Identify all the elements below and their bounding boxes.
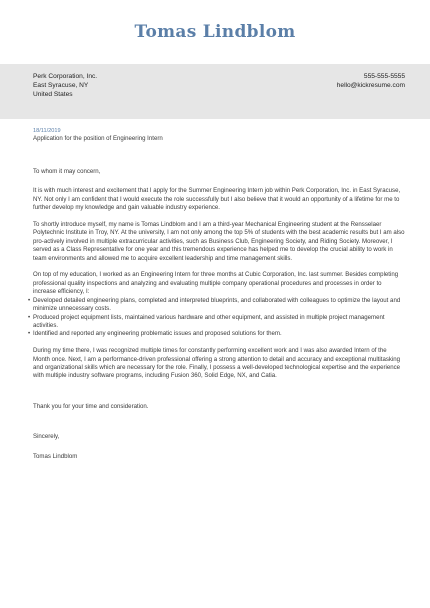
signature-name: Tomas Lindblom: [33, 452, 78, 460]
signoff: Sincerely,: [33, 433, 60, 441]
letter-body: [28, 127, 405, 461]
list-item: • Developed detailed engineering plans, completed and interpreted blueprints, and collaborated with colleagues to optimize the layout and minimize unnecessary costs.: [28, 296, 401, 313]
company-country: United States: [33, 91, 73, 98]
company-city: East Syracuse, NY: [33, 82, 89, 89]
email-address[interactable]: hello@kickresume.com: [336, 82, 405, 89]
phone-number: 555-555-5555: [363, 73, 405, 80]
paragraph-experience: On top of my education, I worked as an Engineering Intern for three months at Cubic Corporation, Inc. last summer. Besides completing professional quality inspections and analyzing and evaluating multiple company operational procedures and processes in order to increase efficiency, I:: [33, 271, 399, 296]
letter-subject: Application for the position of Engineering Intern: [33, 135, 163, 143]
paragraph-closing: During my time there, I was recognized multiple times for constantly performing excellent work and I was also awarded Intern of the Month once. Next, I am a performance-driven professional offering a strong attention to detail and accuracy and exceptional multitasking and organizational skills which are necessary for the role. Finally, I possess a well-developed technological expertise and the experience with multiple industry software programs, including Fusion 360, Solid Edge, NX, and Catia.: [33, 347, 401, 380]
contact-details: [337, 72, 405, 90]
contact-band: [0, 64, 430, 119]
company-address: [33, 72, 97, 99]
thanks-line: Thank you for your time and consideration.: [33, 402, 149, 410]
paragraph-background: To shortly introduce myself, my name is Tomas Lindblom and I am a third-year Mechanical Engineering student at the Rensselaer Polytechnic Institute in Troy, NY. At the university, I am not only among the top 5% of students with the best academic results but I am also pro-actively involved in multiple extracurricular activities, such as Business Club, Engineering Society, and Riding Society. Moreover, I served as a Class Representative for one year and this tremendous experience has helped me to develop the crucial ability to work in team environments and allowed me to acquire excellent leadership and time management skills.: [33, 220, 405, 262]
salutation: To whom it may concern,: [33, 167, 101, 175]
achievement-list: [28, 296, 405, 339]
list-item: • Produced project equipment lists, maintained various hardware and other equipment, and assisted in multiple project management activities.: [28, 313, 385, 329]
letter-date: 18/11/2019: [33, 128, 61, 134]
applicant-name-heading: Tomas Lindblom: [134, 22, 296, 42]
paragraph-intro: It is with much interest and excitement that I apply for the Summer Engineering Intern job within Perk Corporation, Inc. in East Syracuse, NY. Not only I am confident that I would execute the role successfully but I also believe that it would an opportunity of a lifetime for me to further develop my knowledge and gain valuable industry experience.: [33, 187, 401, 212]
list-item: • Identified and reported any engineering problematic issues and proposed solutions for them.: [28, 330, 282, 338]
company-name: Perk Corporation, Inc.: [33, 73, 98, 80]
